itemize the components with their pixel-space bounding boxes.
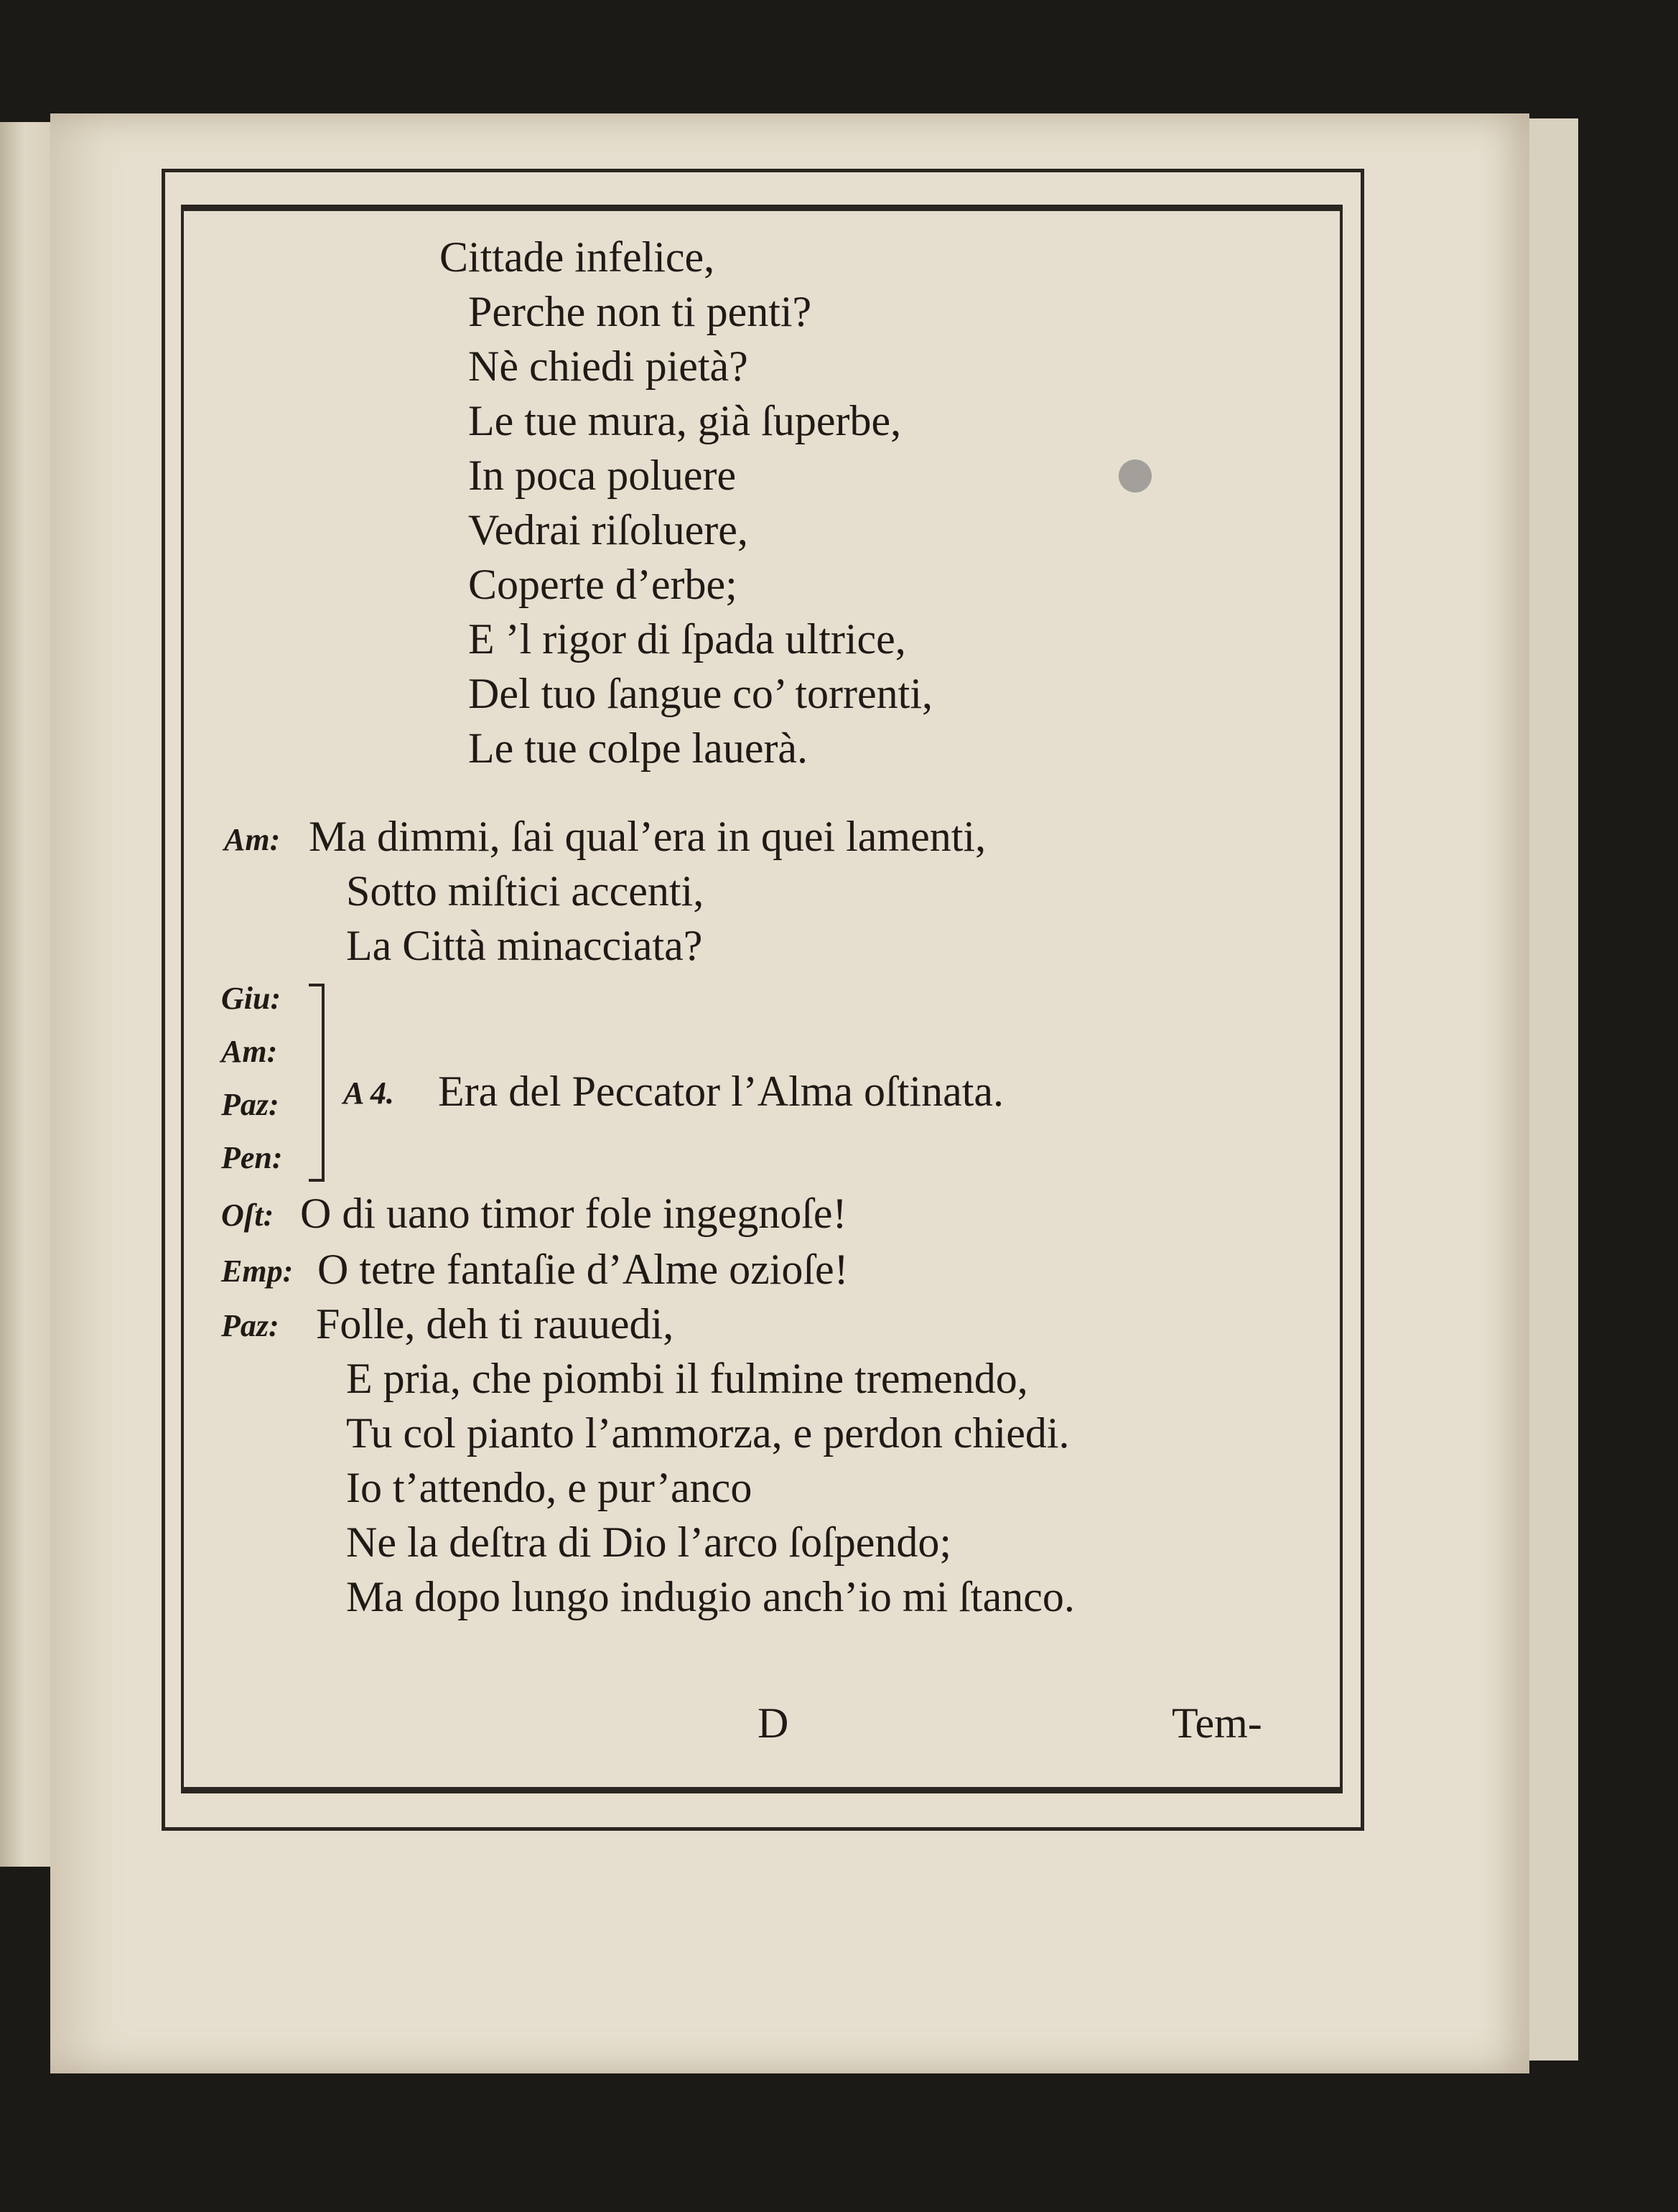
facing-page-edge [0,122,50,1867]
page-stack-edge [1522,118,1578,2061]
chorus-mark: A 4. [343,1075,394,1111]
dialogue-line: La Città minacciata? [346,922,703,969]
signature-mark: D [758,1699,789,1747]
dialogue-line: Sotto miſtici accenti, [346,867,704,915]
speaker-label: Giu: [221,981,281,1016]
verse-line: Le tue mura, già ſuperbe, [468,397,902,444]
dialogue-line: Ma dopo lungo indugio anch’io mi ſtanco. [346,1573,1075,1620]
verse-line: In poca poluere [468,452,737,499]
verse-line: Cittade infelice, [439,233,715,281]
dialogue-line: Tu col pianto l’ammorza, e perdon chiedi. [346,1409,1070,1457]
dialogue-line: Folle, deh ti rauuedi, [316,1300,674,1348]
chorus-bracket [309,984,325,1182]
chorus-line: Era del Peccator l’Alma oſtinata. [438,1068,1004,1115]
dialogue-line: Ne la deſtra di Dio l’arco ſoſpendo; [346,1518,952,1566]
catchword: Tem- [1172,1699,1262,1747]
verse-line: E ’l rigor di ſpada ultrice, [468,615,906,663]
speaker-label: Pen: [221,1140,283,1175]
speaker-label: Paz: [221,1087,279,1122]
dialogue-line: O di uano timor fole ingegnoſe! [300,1190,847,1237]
speaker-label: Paz: [221,1308,279,1343]
dialogue-line: O tetre fantaſie d’Alme ozioſe! [317,1246,849,1293]
verse-line: Del tuo ſangue co’ torrenti, [468,670,933,717]
speaker-label: Am: [221,1034,278,1069]
verse-line: Nè chiedi pietà? [468,342,748,390]
speaker-label: Am: [224,822,281,857]
verse-line: Perche non ti penti? [468,288,812,335]
speaker-label: Oſt: [221,1198,274,1233]
dialogue-line: E pria, che piombi il fulmine tremendo, [346,1355,1028,1402]
verse-line: Le tue colpe lauerà. [468,724,808,772]
paper-spot [1119,459,1152,493]
dialogue-line: Io t’attendo, e pur’anco [346,1464,752,1511]
verse-line: Coperte d’erbe; [468,561,737,608]
speaker-label: Emp: [221,1254,294,1289]
dialogue-line: Ma dimmi, ſai qual’era in quei lamenti, [309,813,987,860]
verse-line: Vedrai riſoluere, [468,506,748,554]
